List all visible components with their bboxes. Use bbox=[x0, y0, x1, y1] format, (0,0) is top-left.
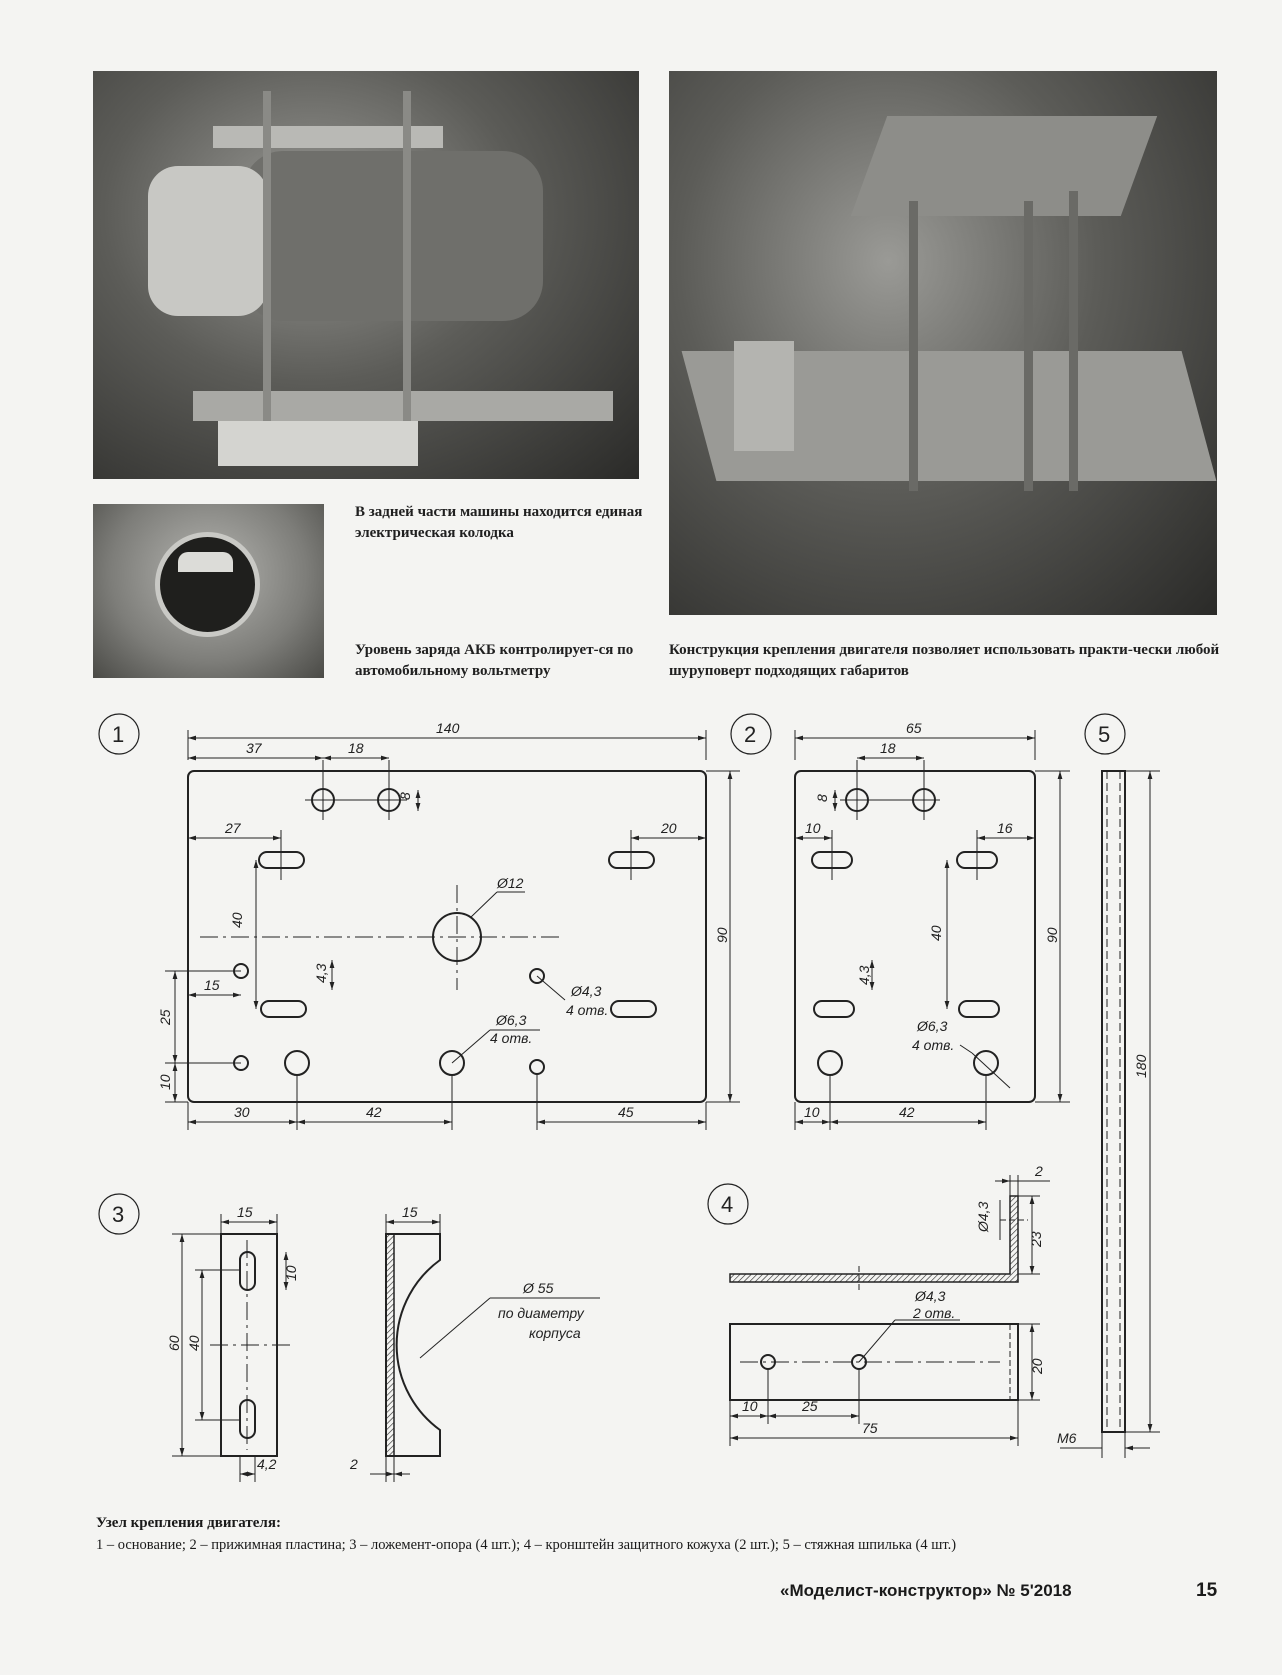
dim-label: 8 bbox=[814, 794, 830, 802]
dim-label: 10 bbox=[742, 1398, 758, 1414]
dim-label: 10 bbox=[283, 1265, 299, 1281]
dim-label: 25 bbox=[157, 1009, 173, 1025]
drawing-2-clamp-plate bbox=[731, 714, 1070, 1130]
dim-label: 15 bbox=[402, 1204, 418, 1220]
dim-label: Ø6,3 bbox=[496, 1012, 527, 1028]
dim-label: M6 bbox=[1057, 1430, 1077, 1446]
dim-label: 75 bbox=[862, 1420, 878, 1436]
magazine-issue: «Моделист-конструктор» № 5'2018 bbox=[780, 1581, 1072, 1600]
dim-label: 40 bbox=[229, 912, 245, 928]
dim-label: 10 bbox=[805, 820, 821, 836]
caption-voltmeter: Уровень заряда АКБ контролирует-ся по автомобильному вольтметру bbox=[355, 642, 634, 679]
drawing-3-labels bbox=[112, 1202, 585, 1472]
drawing-1-base bbox=[99, 714, 740, 1130]
dim-label: 23 bbox=[1028, 1231, 1044, 1247]
assembly-title: Узел крепления двигателя: bbox=[96, 1515, 281, 1531]
dim-label: 15 bbox=[204, 977, 220, 993]
dim-label: 18 bbox=[880, 740, 896, 756]
drawing-5-threaded-rod bbox=[1060, 714, 1160, 1458]
dim-label: 40 bbox=[928, 925, 944, 941]
drawing-1-labels bbox=[112, 720, 730, 1120]
dim-label: 42 bbox=[366, 1104, 382, 1120]
dim-label: 4,3 bbox=[313, 963, 329, 983]
dim-label: 10 bbox=[157, 1074, 173, 1090]
dim-label: Ø12 bbox=[497, 875, 524, 891]
dim-label: 90 bbox=[714, 927, 730, 943]
dim-label: 90 bbox=[1044, 927, 1060, 943]
dim-label: 18 bbox=[348, 740, 364, 756]
dim-label: 45 bbox=[618, 1104, 634, 1120]
dim-label: 4 отв. bbox=[912, 1037, 955, 1053]
dim-label: Ø4,3 bbox=[975, 1201, 991, 1232]
dim-label: 30 bbox=[234, 1104, 250, 1120]
dim-label: 40 bbox=[186, 1335, 202, 1351]
drawing-4-labels bbox=[721, 1163, 1045, 1436]
dim-label: 2 отв. bbox=[913, 1305, 956, 1321]
dim-label: 20 bbox=[661, 820, 677, 836]
dim-label: 25 bbox=[802, 1398, 818, 1414]
dim-label: 16 bbox=[997, 820, 1013, 836]
caption-motor-mount: Конструкция крепления двигателя позволяет использовать практи-чески любой шуруповерт подходящих габаритов bbox=[669, 642, 1220, 679]
dim-label: 10 bbox=[804, 1104, 820, 1120]
drawing-4-number: 4 bbox=[721, 1192, 734, 1217]
dim-label: 15 bbox=[237, 1204, 253, 1220]
dim-label: 27 bbox=[225, 820, 241, 836]
dim-label: 140 bbox=[436, 720, 460, 736]
dim-label: Ø4,3 bbox=[915, 1288, 946, 1304]
dim-label: Ø6,3 bbox=[917, 1018, 948, 1034]
dim-label: 4,3 bbox=[856, 965, 872, 985]
dim-label: 2 bbox=[350, 1456, 358, 1472]
dim-label: 65 bbox=[906, 720, 922, 736]
assembly-legend: 1 – основание; 2 – прижимная пластина; 3 – ложемент-опора (4 шт.); 4 – кронштейн защитного кожуха (2 шт.); 5 – стяжная шпилька (4 шт.) bbox=[96, 1537, 957, 1553]
caption-rear-connector: В задней части машины находится единая электрическая колодка bbox=[355, 504, 643, 541]
drawing-1-number: 1 bbox=[112, 722, 125, 747]
drawing-2-number: 2 bbox=[744, 722, 757, 747]
dim-label: 42 bbox=[899, 1104, 915, 1120]
dim-label: 2 bbox=[1035, 1163, 1043, 1179]
dim-label: Ø 55 bbox=[523, 1280, 554, 1296]
drawing-3-number: 3 bbox=[112, 1202, 125, 1227]
dim-label: корпуса bbox=[529, 1325, 581, 1341]
dim-label: 4 отв. bbox=[566, 1002, 609, 1018]
dim-label: 180 bbox=[1133, 1054, 1149, 1078]
drawing-2-labels bbox=[744, 720, 1060, 1120]
dim-label: 60 bbox=[166, 1335, 182, 1351]
dim-label: по диаметру bbox=[498, 1305, 584, 1321]
page-number: 15 bbox=[1196, 1580, 1218, 1601]
dim-label: Ø4,3 bbox=[571, 983, 602, 999]
drawing-5-number: 5 bbox=[1098, 722, 1111, 747]
dim-label: 8 bbox=[397, 792, 413, 800]
dim-label: 4,2 bbox=[257, 1456, 277, 1472]
dim-label: 37 bbox=[246, 740, 262, 756]
dim-label: 20 bbox=[1029, 1358, 1045, 1374]
dim-label: 4 отв. bbox=[490, 1030, 533, 1046]
drawing-4-bracket bbox=[708, 1175, 1050, 1446]
